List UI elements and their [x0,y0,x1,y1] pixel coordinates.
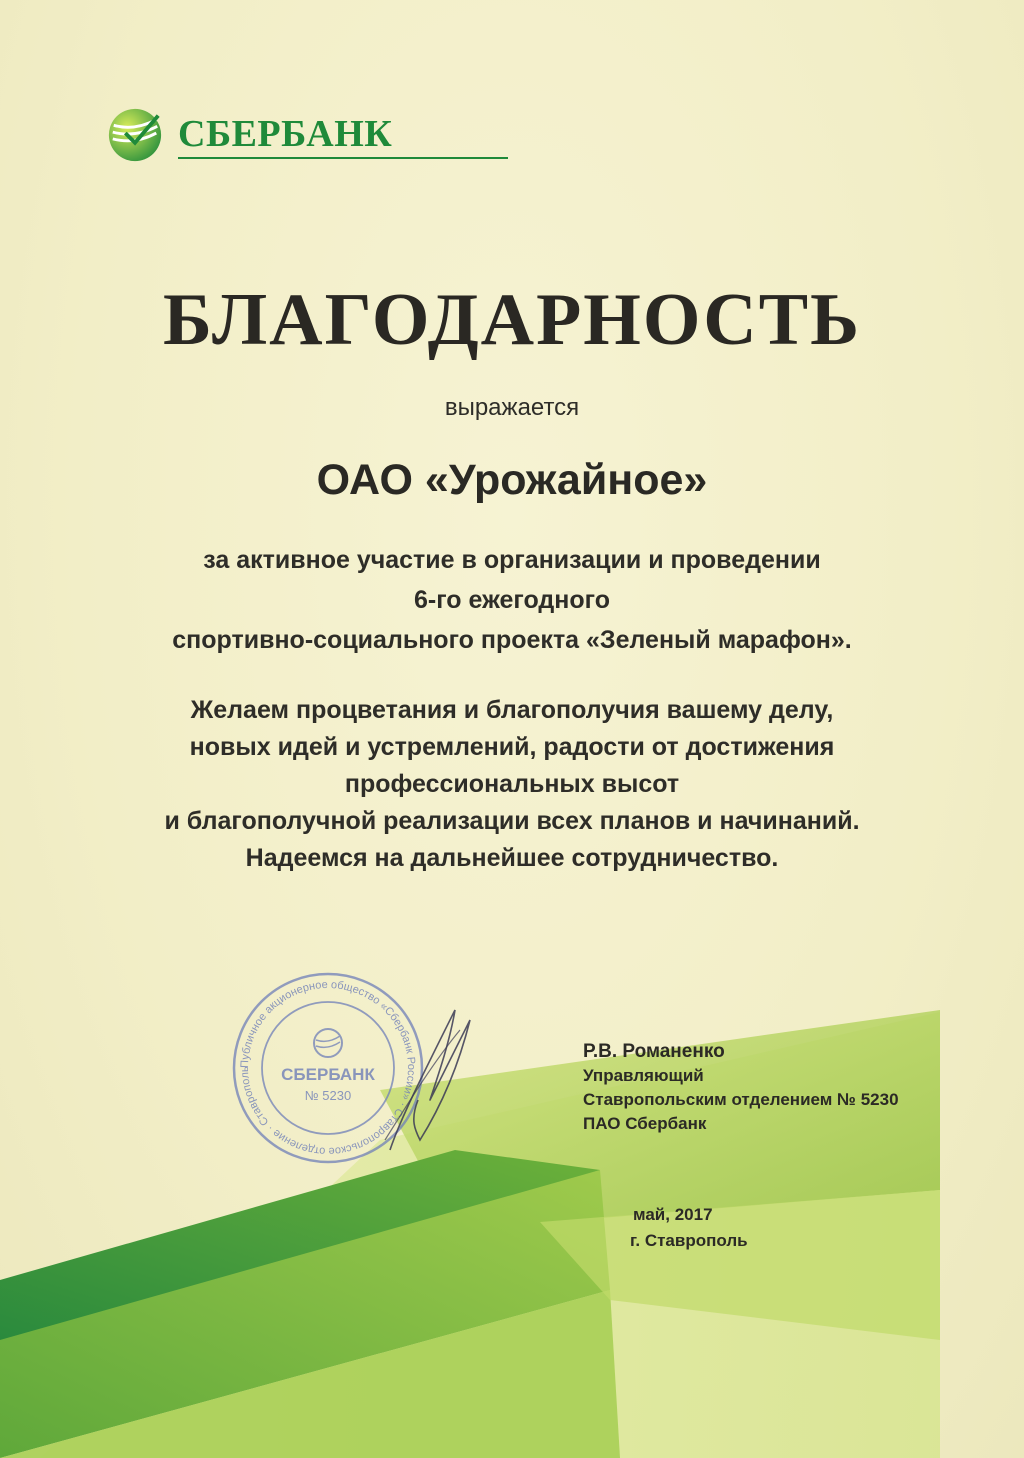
stamp-branch-number: № 5230 [304,1088,352,1103]
stamp-logo-icon [314,1029,342,1057]
wishes-line: Желаем процветания и благополучия вашему делу, [190,696,834,724]
signer-position-line: Ставропольским отделением № 5230 [583,1090,899,1109]
date-block [630,1202,748,1254]
reason-block [0,540,1024,660]
wishes-line: новых идей и устремлений, радости от достижения [189,733,835,761]
wishes-block [0,692,1024,877]
stamp-bank-name: СБЕРБАНК [281,1065,375,1084]
reason-line: 6-го ежегодного [413,586,611,614]
logo-text: СБЕРБАНК [178,113,393,155]
logo-underline [178,157,508,159]
wishes-line: Надеемся на дальнейшее сотрудничество. [245,844,779,872]
reason-line: за активное участие в организации и проведении [203,546,821,574]
reason-line: спортивно-социального проекта «Зеленый марафон». [172,626,852,654]
wishes-line: и благополучной реализации всех планов и начинаний. [164,807,860,835]
issue-date: май, 2017 [633,1205,713,1224]
handwritten-signature [360,1000,480,1160]
signer-position-line: Управляющий [583,1066,704,1085]
wishes-line: профессиональных высот [344,770,680,798]
signer-name: Р.В. Романенко [583,1041,725,1062]
issue-city: г. Ставрополь [630,1231,748,1250]
recipient-name: ОАО «Урожайное» [316,456,708,504]
signer-position-line: ПАО Сбербанк [583,1114,707,1133]
signer-block [583,1040,899,1136]
certificate-title: БЛАГОДАРНОСТЬ [162,279,862,361]
sberbank-logo [106,106,416,166]
expressed-text: выражается [444,394,580,421]
stamp-ring-text: Публичное акционерное общество «Сбербанк России» · Ставропольское отделение · Ставрополь [238,978,418,1158]
sberbank-logo-icon [106,106,164,164]
